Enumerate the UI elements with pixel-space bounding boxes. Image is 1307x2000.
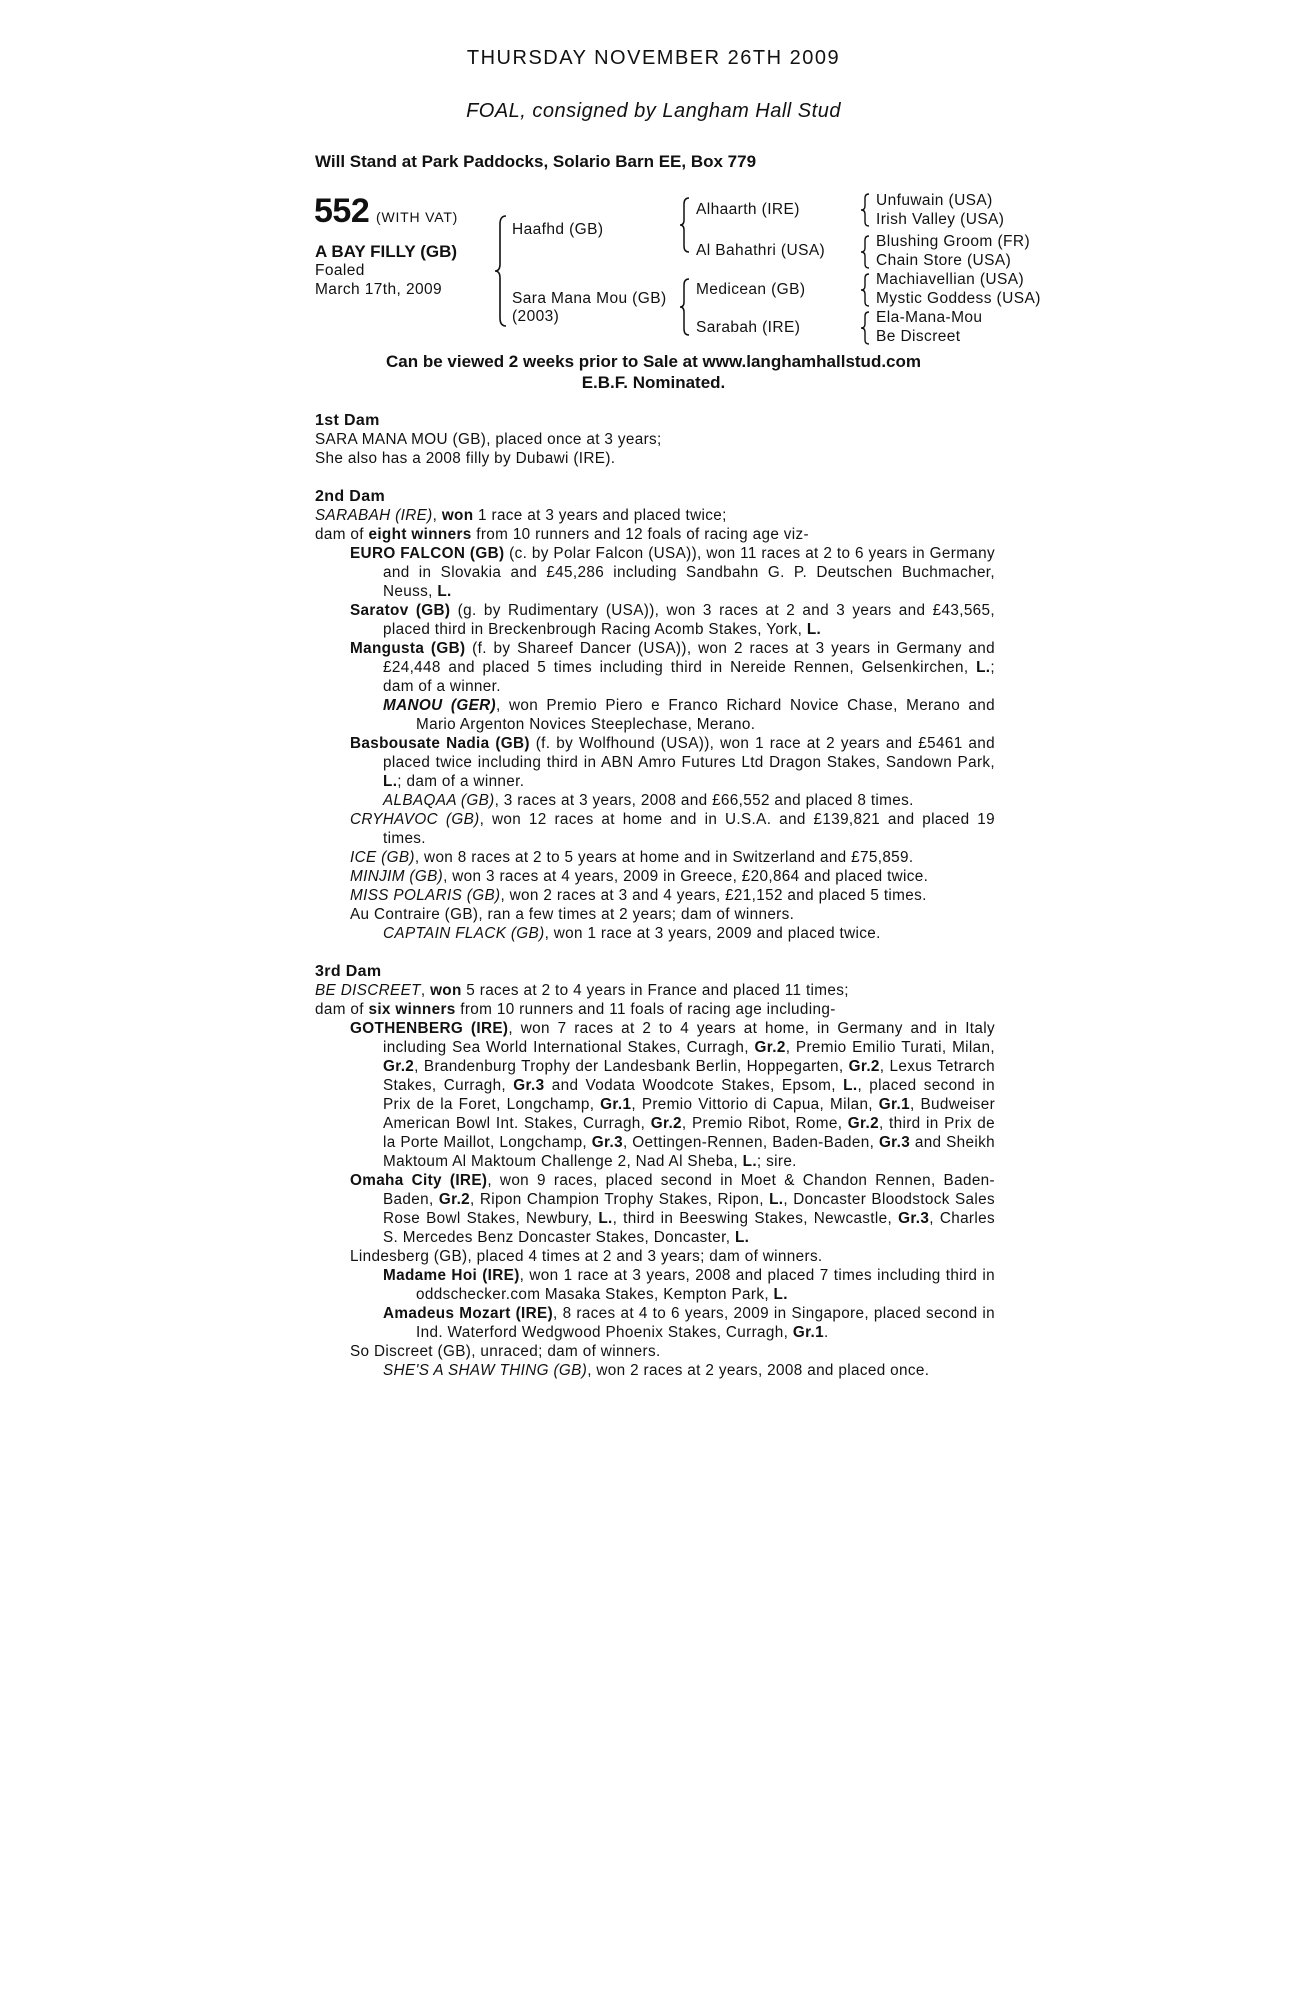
viewing-note [0,351,1307,393]
horse-name: GOTHENBERG (IRE) [350,1020,509,1037]
entry-text: ; sire. [756,1153,797,1170]
entry-ice [315,848,995,867]
entry-text: and Vodata Woodcote Stakes, Epsom, [544,1077,844,1094]
pedigree-bracket-dam [679,277,691,339]
grade-label: Gr.2 [383,1058,415,1075]
horse-name: SHE'S A SHAW THING (GB) [383,1362,588,1379]
pedigree-g1: Unfuwain (USA) [876,192,993,209]
vat-note: (WITH VAT) [376,209,459,225]
grade-label: L. [806,621,822,638]
entry-text: (f. by Shareef Dancer (USA)), won 2 races at 3 years in Germany and £24,448 and placed 5 times including third in Nereide Rennen, Gelsenkirchen, [383,640,996,676]
horse-name: Saratov (GB) [350,602,451,619]
entry-mangusta [315,639,995,696]
entry-text: (g. by Rudimentary (USA)), won 3 races at 2 and 3 years and £43,565, placed third in Breckenbrough Racing Acomb Stakes, York, [383,602,995,638]
grade-label: Gr.2 [438,1191,471,1208]
grade-label: L. [769,1191,784,1208]
pedigree-dam-sire: Medicean (GB) [696,281,806,298]
entry-shes-a-shaw-thing [315,1361,995,1380]
foaled-info [315,261,442,299]
entry-text: Lindesberg (GB), placed 4 times at 2 and 3 years; dam of winners. [350,1248,823,1265]
won-label: won [441,507,474,524]
entry-text: , placed second in Prix de la Foret, Longchamp, [383,1077,996,1113]
grade-label: Gr.1 [600,1096,632,1113]
grade-label: L. [843,1077,858,1094]
dam-name: SARABAH (IRE) [315,507,433,524]
entry-text: , third in Prix de la Porte Maillot, Longchamp, [383,1115,996,1151]
pedigree-dam-dam: Sarabah (IRE) [696,319,801,336]
grade-label: L. [976,659,991,676]
lot-title: A BAY FILLY (GB) [315,242,458,261]
entry-text: Au Contraire (GB), ran a few times at 2 years; dam of winners. [350,906,795,923]
entry-text: (c. by Polar Falcon (USA)), won 11 races at 2 to 6 years in Germany and in Slovakia and £45,286 including Sandbahn G. P. Deutschen Buchmacher, Neuss, [383,545,995,600]
entry-euro-falcon [315,544,995,601]
first-dam-section [315,411,995,468]
grade-label: L. [383,773,398,790]
entry-basbousate-nadia [315,734,995,791]
entry-text: , Premio Emilio Turati, Milan, [785,1039,995,1056]
entry-text: , Ripon Champion Trophy Stakes, Ripon, [470,1191,770,1208]
entry-gothenberg [315,1019,995,1171]
horse-name: Basbousate Nadia (GB) [350,735,530,752]
entry-minjim [315,867,995,886]
entry-text: , won 2 races at 2 years, 2008 and placed once. [587,1362,930,1379]
third-dam-heading: 3rd Dam [315,963,382,980]
second-dam-heading: 2nd Dam [315,488,386,505]
winners-count: eight winners [368,526,472,543]
pedigree-g2: Irish Valley (USA) [876,211,1005,228]
won-label: won [430,982,462,999]
grade-label: L. [734,1229,750,1246]
horse-name: Mangusta (GB) [350,640,466,657]
third-dam-section [315,962,995,1380]
entry-text: , Budweiser American Bowl Int. Stakes, Curragh, [383,1096,996,1132]
horse-name: MANOU (GER) [383,697,496,714]
pedigree-bracket-sire [679,196,691,256]
entry-text: So Discreet (GB), unraced; dam of winners. [350,1343,661,1360]
entry-text: , Charles S. Mercedes Benz Doncaster Stakes, Doncaster, [383,1210,995,1246]
grade-label: L. [773,1286,788,1303]
third-dam-intro [315,981,995,1000]
horse-name: ICE (GB) [350,849,415,866]
intro-text: 5 races at 2 to 4 years in France and placed 11 times; [461,982,849,999]
horse-name: EURO FALCON (GB) [350,545,505,562]
horse-name: Amadeus Mozart (IRE) [383,1305,554,1322]
grade-label: Gr.3 [878,1134,911,1151]
entry-au-contraire [315,905,995,924]
entry-omaha-city [315,1171,995,1247]
dam-of-label: dam of [315,526,369,543]
horse-name: Madame Hoi (IRE) [383,1267,520,1284]
entry-text: , Premio Vittorio di Capua, Milan, [631,1096,879,1113]
entry-text: , won Premio Piero e Franco Richard Novice Chase, Merano and Mario Argenton Novices Steeplechase, Merano. [416,697,995,733]
pedigree-g5: Machiavellian (USA) [876,271,1025,288]
grade-label: Gr.1 [792,1324,824,1341]
entry-text: , Premio Ribot, Rome, [681,1115,848,1132]
grade-label: Gr.2 [650,1115,682,1132]
entry-text: , won 8 races at 2 to 5 years at home and in Switzerland and £75,859. [414,849,914,866]
pedigree-bracket-g4 [860,311,870,345]
entry-text: , third in Beeswing Stakes, Newcastle, [612,1210,899,1227]
horse-name: CRYHAVOC (GB) [350,811,480,828]
pedigree-g3: Blushing Groom (FR) [876,233,1031,250]
separator: , [420,982,431,999]
grade-label: Gr.3 [898,1210,930,1227]
horse-name: MISS POLARIS (GB) [350,887,501,904]
foaled-date: March 17th, 2009 [315,281,443,298]
sale-date: THURSDAY NOVEMBER 26TH 2009 [466,47,841,69]
pedigree-sire: Haafhd (GB) [512,221,604,238]
entry-end: ; dam of a winner. [383,659,995,695]
intro-text: 1 race at 3 years and placed twice; [473,507,727,524]
entry-text: and Sheikh Maktoum Al Maktoum Challenge 2, Nad Al Sheba, [383,1134,995,1170]
stand-location: Will Stand at Park Paddocks, Solario Barn EE, Box 779 [315,152,757,171]
horse-name: ALBAQAA (GB) [383,792,495,809]
entry-text: , won 12 races at home and in U.S.A. and £139,821 and placed 19 times. [383,811,996,847]
entry-text: , won 7 races at 2 to 4 years at home, in Germany and in Italy including Sea World International Stakes, Curragh, [383,1020,995,1056]
entry-miss-polaris [315,886,995,905]
entry-text: , Brandenburg Trophy der Landesbank Berlin, Hoppegarten, [414,1058,849,1075]
foaled-label: Foaled [315,262,365,279]
lot-number: 552 [314,192,370,230]
grade-label: Gr.2 [754,1039,786,1056]
horse-name: Omaha City (IRE) [350,1172,488,1189]
grade-label: Gr.1 [878,1096,910,1113]
produce-record [315,411,995,1399]
grade-label: L. [598,1210,613,1227]
entry-text: . [824,1324,829,1341]
dam-of-label: dam of [315,1001,369,1018]
entry-saratov [315,601,995,639]
grade-label: Gr.3 [513,1077,545,1094]
grade-label: Gr.3 [591,1134,623,1151]
entry-text: , 3 races at 3 years, 2008 and £66,552 and placed 8 times. [494,792,914,809]
entry-captain-flack [315,924,995,943]
horse-name: MINJIM (GB) [350,868,444,885]
first-dam-line2: She also has a 2008 filly by Dubawi (IRE). [315,450,616,467]
second-dam-produce [315,525,995,544]
entry-text: , won 2 races at 3 and 4 years, £21,152 and placed 5 times. [500,887,927,904]
pedigree-dam-year: (2003) [512,308,560,325]
entry-lindesberg [315,1247,995,1266]
ebf-note: E.B.F. Nominated. [581,373,726,392]
entry-text: (f. by Wolfhound (USA)), won 1 race at 2 years and £5461 and placed twice including third in ABN Amro Futures Ltd Dragon Stakes, Sandown Park, [383,735,995,771]
pedigree-g7: Ela-Mana-Mou [876,309,983,326]
first-dam-line1: SARA MANA MOU (GB), placed once at 3 years; [315,431,662,448]
entry-text: , Oettingen-Rennen, Baden-Baden, [622,1134,879,1151]
dam-name: BE DISCREET [315,982,421,999]
winners-count: six winners [368,1001,456,1018]
grade-label: L. [437,583,452,600]
entry-manou [315,696,995,734]
entry-text: , won 9 races, placed second in Moet & Chandon Rennen, Baden-Baden, [383,1172,995,1208]
viewing-url-line: Can be viewed 2 weeks prior to Sale at www.langhamhallstud.com [385,352,922,371]
entry-text: , won 1 race at 3 years, 2009 and placed twice. [544,925,881,942]
entry-text: , Lexus Tetrarch Stakes, Curragh, [383,1058,995,1094]
pedigree-g4: Chain Store (USA) [876,252,1012,269]
grade-label: Gr.2 [848,1058,880,1075]
second-dam-section [315,487,995,943]
pedigree-g6: Mystic Goddess (USA) [876,290,1041,307]
pedigree-g8: Be Discreet [876,328,961,345]
first-dam-heading: 1st Dam [315,412,380,429]
pedigree-bracket-g1 [860,193,870,227]
consignment-line: FOAL, consigned by Langham Hall Stud [466,100,841,122]
pedigree-sire-dam: Al Bahathri (USA) [696,242,826,259]
pedigree-dam: Sara Mana Mou (GB) [512,290,667,307]
entry-text: , won 1 race at 3 years, 2008 and placed 7 times including third in oddschecker.com Masaka Stakes, Kempton Park, [416,1267,995,1303]
horse-name: CAPTAIN FLACK (GB) [383,925,545,942]
pedigree-sire-sire: Alhaarth (IRE) [696,201,800,218]
entry-cryhavoc [315,810,995,848]
runners-text: from 10 runners and 11 foals of racing age including- [455,1001,836,1018]
grade-label: Gr.2 [847,1115,879,1132]
entry-end: ; dam of a winner. [397,773,525,790]
second-dam-intro: SARABAH (IRE), won 1 race at 3 years and placed twice; [315,507,727,524]
entry-albaqaa [315,791,995,810]
entry-amadeus-mozart [315,1304,995,1342]
pedigree-bracket-g3 [860,273,870,307]
runners-text: from 10 runners and 12 foals of racing age viz- [471,526,809,543]
entry-madame-hoi [315,1266,995,1304]
pedigree-bracket-main [494,214,508,329]
entry-text: , 8 races at 4 to 6 years, 2009 in Singapore, placed second in Ind. Waterford Wedgwood Phoenix Stakes, Curragh, [416,1305,995,1341]
pedigree-bracket-g2 [860,235,870,269]
grade-label: L. [742,1153,757,1170]
entry-text: , won 3 races at 4 years, 2009 in Greece, £20,864 and placed twice. [443,868,929,885]
third-dam-produce [315,1000,995,1019]
entry-so-discreet [315,1342,995,1361]
entry-text: , Doncaster Bloodstock Sales Rose Bowl Stakes, Newbury, [383,1191,996,1227]
